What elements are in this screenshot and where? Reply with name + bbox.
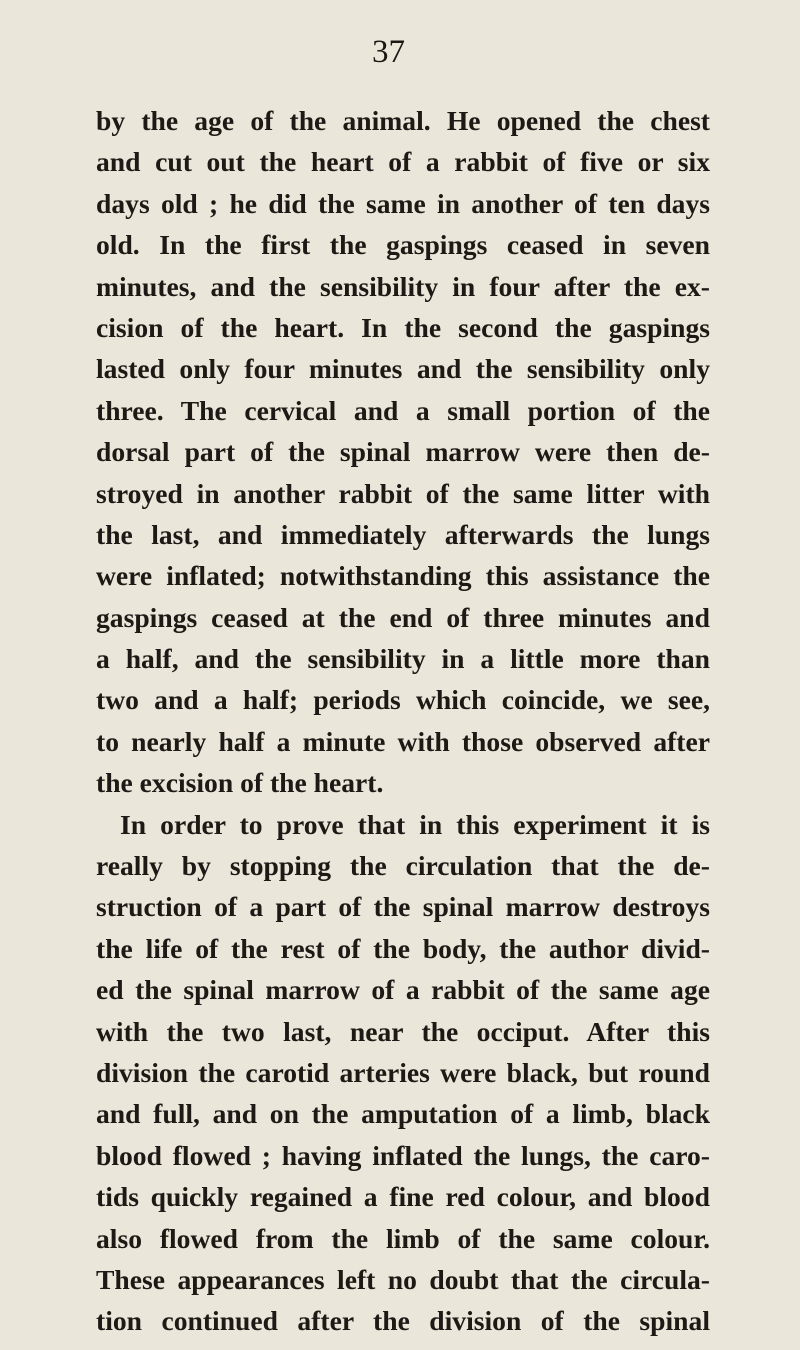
- page-number: 37: [372, 34, 405, 70]
- text-line: division the carotid arteries were black, but round: [96, 1056, 710, 1088]
- text-line: to nearly half a minute with those observed after: [96, 725, 710, 757]
- paragraph-end-line: the excision of the heart.: [96, 767, 384, 799]
- paragraph-start-line: In order to prove that in this experiment it is: [120, 808, 710, 840]
- text-line: struction of a part of the spinal marrow destroys: [96, 891, 710, 923]
- text-line: by the age of the animal. He opened the chest: [96, 105, 710, 136]
- text-line: dorsal part of the spinal marrow were then de-: [96, 436, 710, 468]
- text-line: ed the spinal marrow of a rabbit of the same age: [96, 974, 710, 1006]
- body-text: [96, 100, 710, 1342]
- text-line: minutes, and the sensibility in four after the ex-: [96, 270, 710, 302]
- text-line: lasted only four minutes and the sensibility only: [96, 353, 710, 385]
- text-line: and cut out the heart of a rabbit of five or six: [96, 146, 710, 178]
- text-line: gaspings ceased at the end of three minutes and: [96, 601, 710, 633]
- text-line: two and a half; periods which coincide, we see,: [96, 684, 710, 716]
- text-line: tion continued after the division of the spinal: [96, 1305, 710, 1337]
- text-line: stroyed in another rabbit of the same litter with: [96, 477, 710, 509]
- text-line: tids quickly regained a fine red colour, and blood: [96, 1181, 710, 1213]
- text-line: old. In the first the gaspings ceased in seven: [96, 229, 710, 261]
- text-line: These appearances left no doubt that the circula-: [96, 1263, 710, 1295]
- text-line: cision of the heart. In the second the gaspings: [96, 311, 710, 343]
- text-line: and full, and on the amputation of a limb, black: [96, 1098, 710, 1130]
- text-line: the last, and immediately afterwards the lungs: [96, 518, 710, 550]
- text-line: the life of the rest of the body, the author divid-: [96, 932, 710, 964]
- text-line: were inflated; notwithstanding this assistance the: [96, 560, 710, 592]
- text-line: days old ; he did the same in another of ten days: [96, 187, 710, 219]
- text-line: blood flowed ; having inflated the lungs, the caro-: [96, 1139, 710, 1171]
- text-line: three. The cervical and a small portion of the: [96, 394, 710, 426]
- text-line: a half, and the sensibility in a little more than: [96, 643, 710, 675]
- text-line: also flowed from the limb of the same colour.: [96, 1222, 710, 1254]
- text-line: really by stopping the circulation that the de-: [96, 850, 710, 882]
- text-line: with the two last, near the occiput. After this: [96, 1015, 710, 1047]
